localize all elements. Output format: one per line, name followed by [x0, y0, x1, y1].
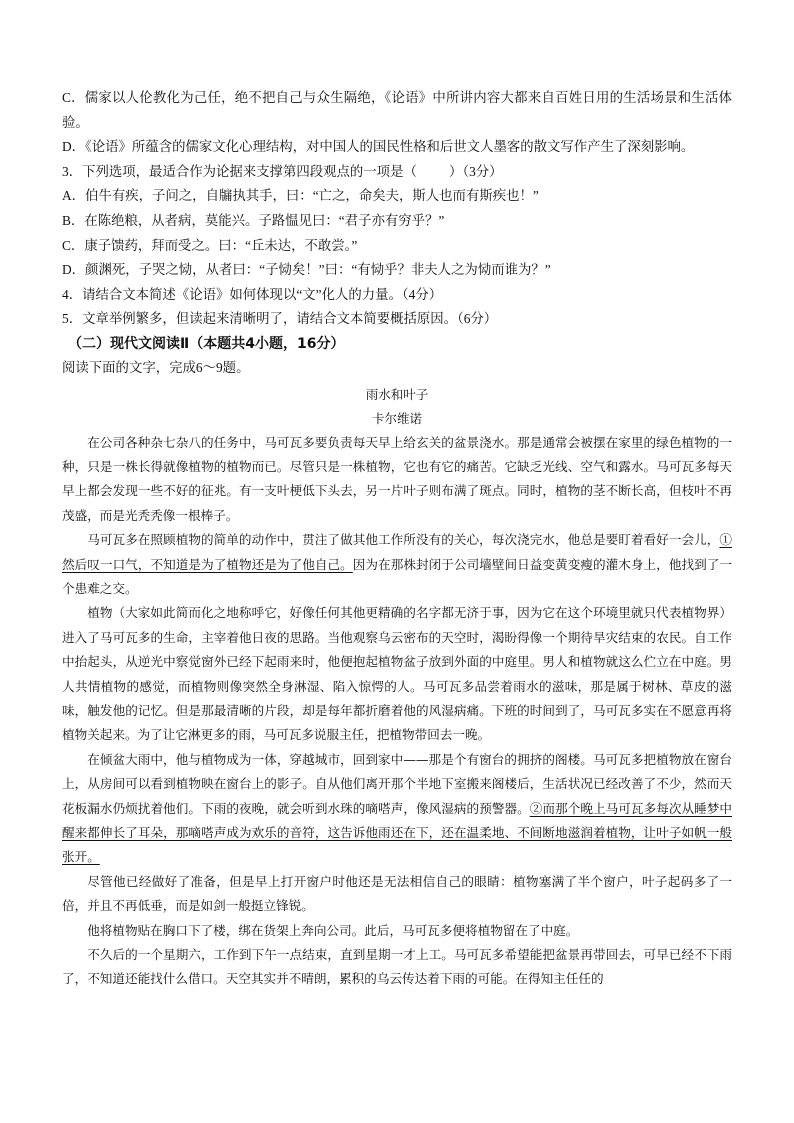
- question-3-score: ）（3分）: [449, 163, 503, 179]
- essay-author: 卡尔维诺: [371, 410, 422, 426]
- paragraph-2-text-a: 马可瓦多在照顾植物的简单的动作中，贯注了做其他工作所没有的关心，每次浇完水，他总是要盯着看好一会儿，: [87, 532, 720, 548]
- essay-paragraph-7: 不久后的一个星期六，工作到下午一点结束，直到星期一才上工。马可瓦多希望能把盆景再带回去，可早已经不下雨了，不知道还能找什么借口。天空其实并不晴朗，累积的乌云传达着下雨的可能。在得知主任任的: [62, 947, 732, 987]
- question-3-option-a: A．伯牛有疾，子问之，自牖执其手，曰：“亡之，命矣夫，斯人也而有斯疾也！”: [62, 188, 539, 204]
- section-heading: （二）现代文阅读Ⅱ（本题共4小题，16分）: [68, 335, 345, 352]
- paragraph-2-text-b: 因为在那株封闭于公司墙壁间日益变黄变瘦的灌木身上，他找到了一个患难之交。: [62, 556, 733, 596]
- essay-title: 雨水和叶子: [365, 386, 429, 402]
- essay-paragraph-1: 在公司各种杂七杂八的任务中，马可瓦多要负责每天早上给玄关的盆景浇水。那是通常会被摆在家里的绿色植物的一种，只是一株长得就像植物的植物而已。尽管只是一株植物，它也有它的痛苦。它缺乏光线、空气和露水。马可瓦多每天早上都会发现一些不好的征兆。有一支叶梗低下头去，另一片叶子则布满了斑点。同时，植物的茎不断长高，但枝叶不再茂盛，而是光秃秃像一根棒子。: [62, 434, 732, 523]
- essay-body: [62, 431, 732, 992]
- section-instruction: 阅读下面的文字，完成6～9题。: [62, 359, 250, 375]
- exam-page: [62, 86, 732, 992]
- underlined-sentence-2: ②而那个晚上马可瓦多每次从睡梦中醒来都伸长了耳朵，那嘀嗒声成为欢乐的音符，这告诉他雨还在下，还在温柔地、不间断地滋润着植物，让叶子如帆一般张开。: [62, 800, 733, 865]
- essay-paragraph-5: 尽管他已经做好了准备，但是早上打开窗户时他还是无法相信自己的眼睛：植物塞满了半个窗户，叶子起码多了一倍，并且不再低垂，而是如剑一般挺立锋锐。: [62, 873, 732, 914]
- essay-paragraph-6: 他将植物贴在胸口下了楼，绑在货架上奔向公司。此后，马可瓦多便将植物留在了中庭。: [87, 922, 579, 938]
- paragraph-4-text-a: 在倾盆大雨中，他与植物成为一体，穿越城市，回到家中——那是个有窗台的拥挤的阁楼。马可瓦多把植物放在窗台上，从房间可以看到植物映在窗台上的影子。自从他们离开那个半地下室搬来阁楼后，生活状况已经改善了不少，然而天花板漏水仍烦扰着他们。下雨的夜晚，就会听到水珠的嘀嗒声，像风湿病的预警器。: [62, 751, 732, 816]
- underlined-sentence-1: ①然后叹一口气，不知道是为了植物还是为了他自己。: [62, 532, 732, 572]
- option-c: C．儒家以人伦教化为己任，绝不把自己与众生隔绝，《论语》中所讲内容大都来自百姓日用的生活场景和生活体验。: [62, 90, 732, 130]
- question-3-option-b: B．在陈绝粮，从者病，莫能兴。子路愠见曰：“君子亦有穷乎？”: [62, 212, 445, 228]
- essay-paragraph-3: 植物（大家如此简而化之地称呼它，好像任何其他更精确的名字都无济于事，因为它在这个环境里就只代表植物界）进入了马可瓦多的生命，主宰着他日夜的思路。当他观察乌云密布的天空时，渴盼得像一个期待旱灾结束的农民。自工作中抬起头，从逆光中察觉窗外已经下起雨来时，他便抱起植物盆子放到外面的中庭里。男人和植物就这么伫立在中庭。男人共情植物的感觉，而植物则像突然全身淋湿、陷入惊愕的人。马可瓦多品尝着雨水的滋味，那是属于树林、草皮的滋味，触发他的记忆。但是那最清晰的片段，却是每年都折磨着他的风湿病痛。下班的时间到了，马可瓦多实在不愿意再将植物关起来。为了让它淋更多的雨，马可瓦多说服主任，把植物带回去一晚。: [62, 605, 732, 743]
- option-d: D．《论语》所蕴含的儒家文化心理结构，对中国人的国民性格和后世文人墨客的散文写作产生了深刻影响。: [62, 139, 695, 155]
- question-3-option-d: D．颜渊死，子哭之恸，从者曰：“子恸矣！”曰：“有恸乎？非夫人之为恸而谁为？”: [62, 262, 551, 278]
- question-3: [62, 160, 732, 185]
- question-4: 4．请结合文本简述《论语》如何体现以“文”化人的力量。（4分）: [62, 286, 443, 302]
- question-5: 5．文章举例繁多，但读起来清晰明了，请结合文本简要概括原因。（6分）: [62, 311, 498, 327]
- essay-paragraph-2: [62, 528, 732, 601]
- essay-paragraph-4: [62, 748, 732, 870]
- question-3-option-c: C．康子馈药，拜而受之。曰：“丘未达，不敢尝。”: [62, 237, 358, 253]
- question-3-stem: 3．下列选项，最适合作为论据来支撑第四段观点的一项是（: [62, 163, 417, 179]
